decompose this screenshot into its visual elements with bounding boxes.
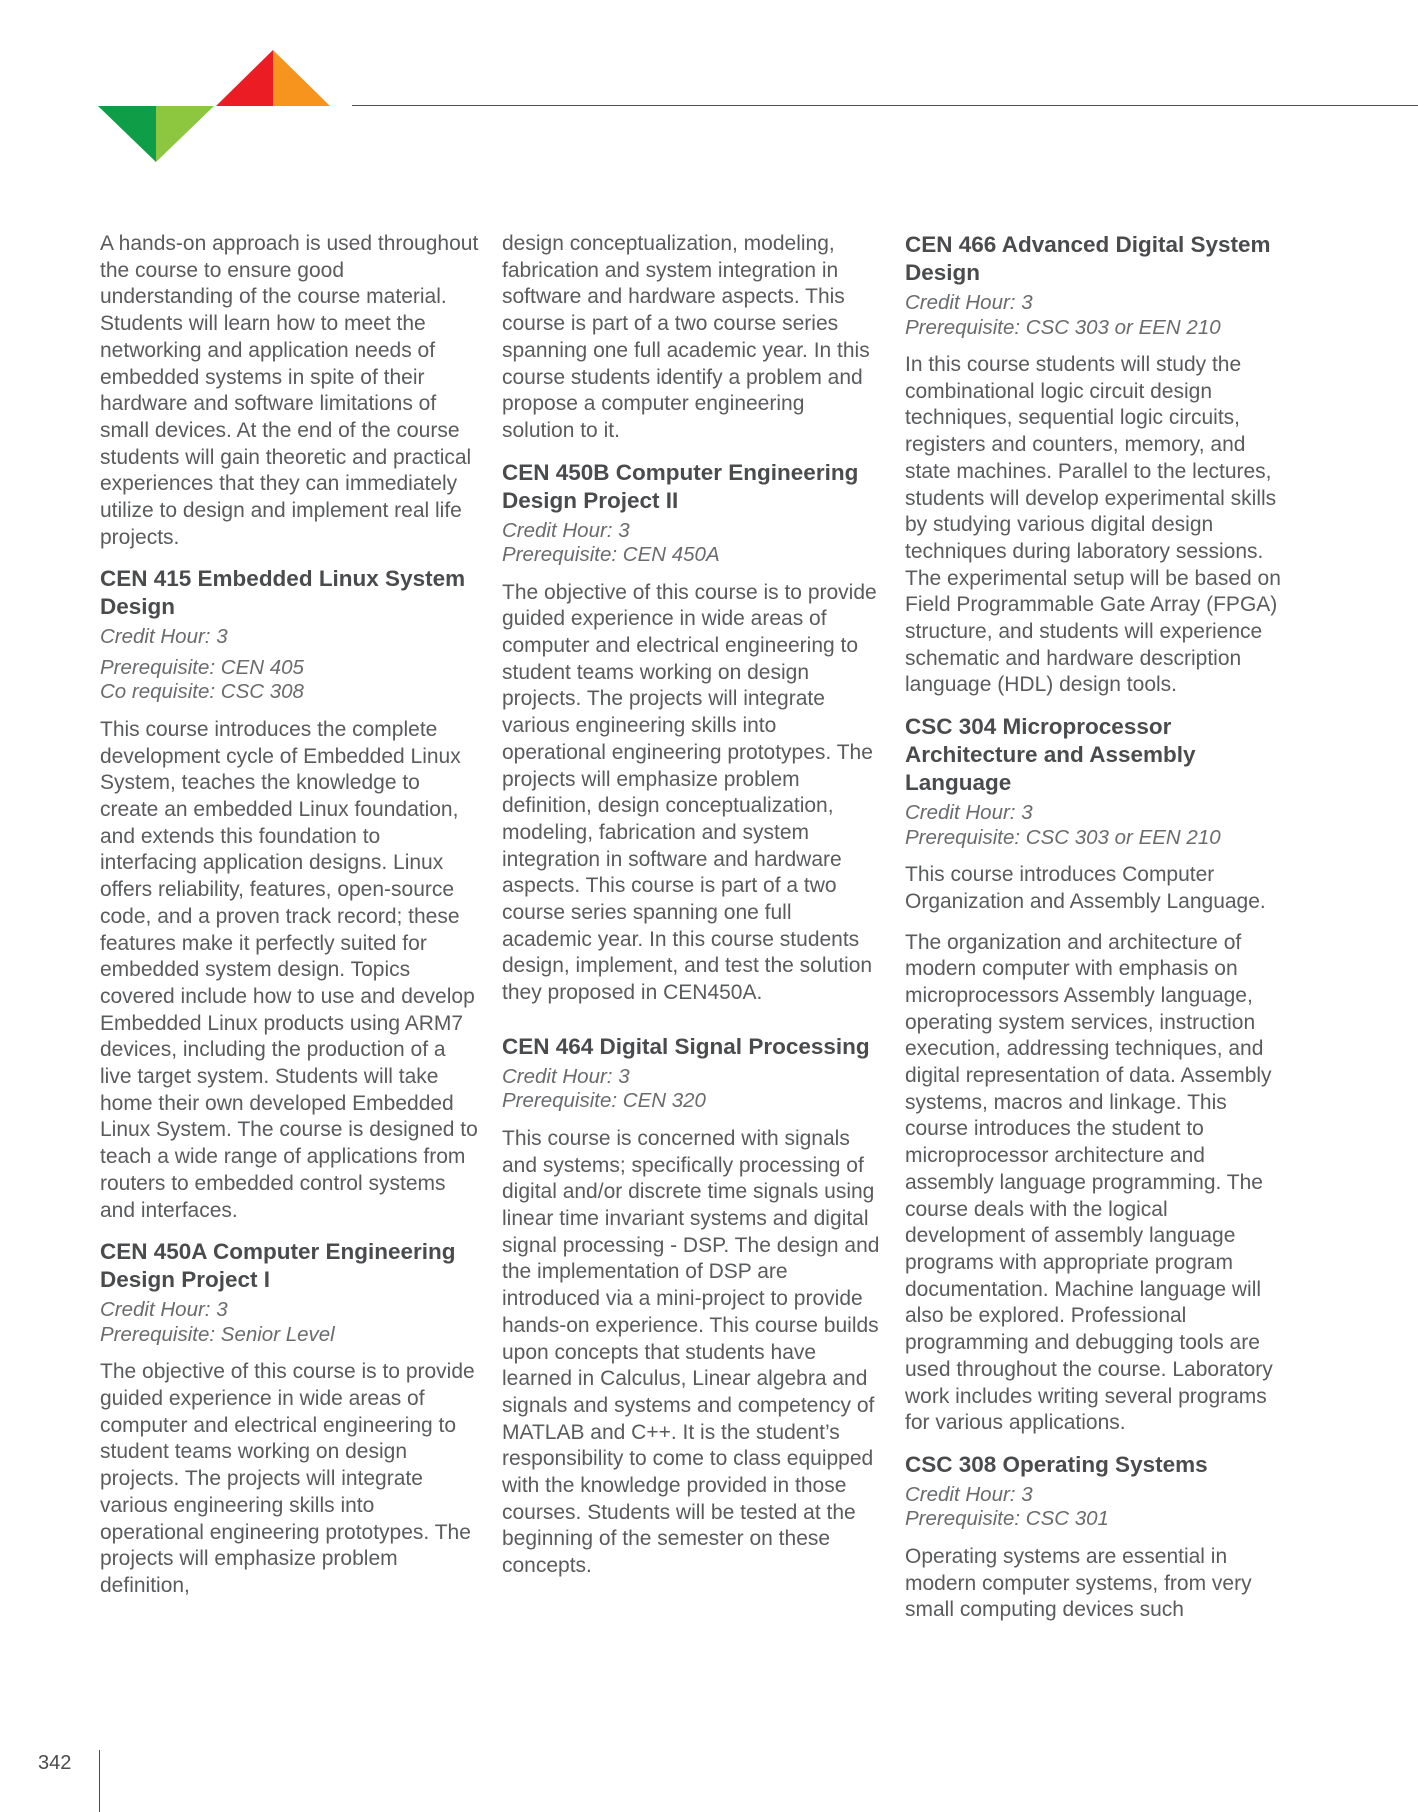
light-green-triangle bbox=[156, 106, 214, 162]
corequisite-text: Co requisite: CSC 308 bbox=[100, 680, 304, 704]
dark-green-triangle bbox=[98, 106, 156, 162]
column-3 bbox=[905, 231, 1285, 1638]
prerequisite: Prerequisite: CEN 450A bbox=[502, 543, 720, 567]
prerequisite bbox=[100, 656, 480, 705]
header-rule bbox=[352, 105, 1418, 106]
course-description-continued: design conceptualization, modeling, fabrication and system integration in software and hardware aspects. This course is part of a two course series spanning one full academic year. In this course students identify a problem and propose a computer engineering solution to it. bbox=[502, 232, 870, 442]
credit-hour: Credit Hour: 3 bbox=[905, 801, 1033, 825]
course-title: CEN 466 Advanced Digital System Design bbox=[905, 232, 1271, 285]
course-description: This course introduces Computer Organization and Assembly Language. bbox=[905, 863, 1266, 913]
credit-hour: Credit Hour: 3 bbox=[100, 625, 228, 649]
course-description: The objective of this course is to provide guided experience in wide areas of computer and electrical engineering to student teams working on design projects. The projects will integrate various engineering skills into operational engineering prototypes. The projects will emphasize problem definition, design conceptualization, modeling, fabrication and system integration in software and hardware aspects. This course is part of a two course series spanning one full academic year. In this course students design, implement, and test the solution they proposed in CEN450A. bbox=[502, 580, 877, 1005]
footer-rule bbox=[99, 1750, 100, 1812]
course-cen415 bbox=[100, 565, 480, 1224]
course-meta bbox=[905, 801, 1285, 850]
prerequisite: Prerequisite: CSC 303 or EEN 210 bbox=[905, 315, 1221, 339]
credit-hour: Credit Hour: 3 bbox=[905, 291, 1033, 314]
column-2 bbox=[502, 231, 882, 1594]
column-1 bbox=[100, 231, 480, 1614]
course-meta bbox=[502, 1065, 882, 1114]
course-title: CEN 450B Computer Engineering Design Project II bbox=[502, 459, 859, 513]
prerequisite: Prerequisite: CEN 320 bbox=[502, 1089, 706, 1113]
prerequisite: Prerequisite: CSC 303 or EEN 210 bbox=[905, 825, 1221, 849]
credit-hour: Credit Hour: 3 bbox=[502, 1064, 630, 1088]
course-meta bbox=[905, 1483, 1285, 1532]
course-meta bbox=[502, 519, 882, 568]
course-title: CSC 304 Microprocessor Architecture and Assembly Language bbox=[905, 714, 1196, 796]
course-cen450b bbox=[502, 459, 882, 1007]
course-title: CEN 415 Embedded Linux System Design bbox=[100, 566, 466, 620]
prerequisite: Prerequisite: Senior Level bbox=[100, 1322, 335, 1346]
credit-hour: Credit Hour: 3 bbox=[100, 1298, 228, 1322]
course-description: This course introduces the complete development cycle of Embedded Linux System, teaches the knowledge to create an embedded Linux foundation, and extends this foundation to interfacing application designs. Linux offers reliability, features, open-source code, and a proven track record; these features make it perfectly suited for embedded system design. Topics covered include how to use and develop Embedded Linux products using ARM7 devices, including the production of a live target system. Students will take home their own developed Embedded Linux System. The course is designed to teach a wide range of applications from routers to embedded control systems and interfaces. bbox=[100, 717, 478, 1222]
course-description: Operating systems are essential in modern computer systems, from very small computing devices such bbox=[905, 1544, 1252, 1622]
course-csc308 bbox=[905, 1451, 1285, 1624]
course-csc304 bbox=[905, 713, 1285, 1437]
course-title: CEN 464 Digital Signal Processing bbox=[502, 1033, 870, 1059]
course-meta bbox=[100, 1298, 480, 1347]
credit-hour: Credit Hour: 3 bbox=[905, 1482, 1033, 1506]
prerequisite-text: Prerequisite: CEN 405 bbox=[100, 655, 304, 679]
course-meta bbox=[905, 291, 1285, 340]
orange-triangle bbox=[273, 50, 330, 106]
course-cen450a bbox=[100, 1238, 480, 1599]
course-description-detail: The organization and architecture of modern computer with emphasis on microprocessors Assembly language, operating system services, instruction execution, addressing techniques, and digital representation of data. Assembly systems, macros and linkage. This course introduces the student to microprocessor architecture and assembly language programming. The course deals with the logical development of assembly language programs with appropriate program documentation. Machine language will also be explored. Professional programming and debugging tools are used throughout the course. Laboratory work includes writing several programs for various applications. bbox=[905, 930, 1273, 1435]
prerequisite: Prerequisite: CSC 301 bbox=[905, 1507, 1109, 1531]
course-cen466 bbox=[905, 231, 1285, 699]
course-description: The objective of this course is to provide guided experience in wide areas of computer and electrical engineering to student teams working on design projects. The projects will integrate various engineering skills into operational engineering prototypes. The projects will emphasize problem definition, bbox=[100, 1360, 475, 1597]
course-title: CSC 308 Operating Systems bbox=[905, 1451, 1208, 1477]
intro-paragraph: A hands-on approach is used throughout the course to ensure good understanding of the course material. Students will learn how to meet the networking and application needs of embedded systems in spite of their hardware and software limitations of small devices. At the end of the course students will gain theoretic and practical experiences that they can immediately utilize to design and implement real life projects. bbox=[100, 232, 479, 549]
course-description: In this course students will study the combinational logic circuit design techniques, sequential logic circuits, registers and counters, memory, and state machines. Parallel to the lectures, students will develop experimental skills by studying various digital design techniques during laboratory sessions. The experimental setup will be based on Field Programmable Gate Array (FPGA) structure, and students will experience schematic and hardware description language (HDL) design tools. bbox=[905, 353, 1281, 697]
course-cen464 bbox=[502, 1033, 882, 1580]
triangle-logo bbox=[98, 50, 338, 162]
credit-hour: Credit Hour: 3 bbox=[502, 518, 630, 542]
course-description: This course is concerned with signals and systems; specifically processing of digital and/or discrete time signals using linear time invariant systems and digital signal processing - DSP. The design and the implementation of DSP are introduced via a mini-project to provide hands-on experience. This course builds upon concepts that students have learned in Calculus, Linear algebra and signals and systems and competency of MATLAB and C++. It is the student’s responsibility to come to class equipped with the knowledge provided in those courses. Students will be tested at the beginning of the semester on these concepts. bbox=[502, 1126, 880, 1578]
course-title: CEN 450A Computer Engineering Design Project I bbox=[100, 1239, 456, 1293]
red-triangle bbox=[216, 50, 273, 106]
page-number: 342 bbox=[38, 1752, 72, 1774]
